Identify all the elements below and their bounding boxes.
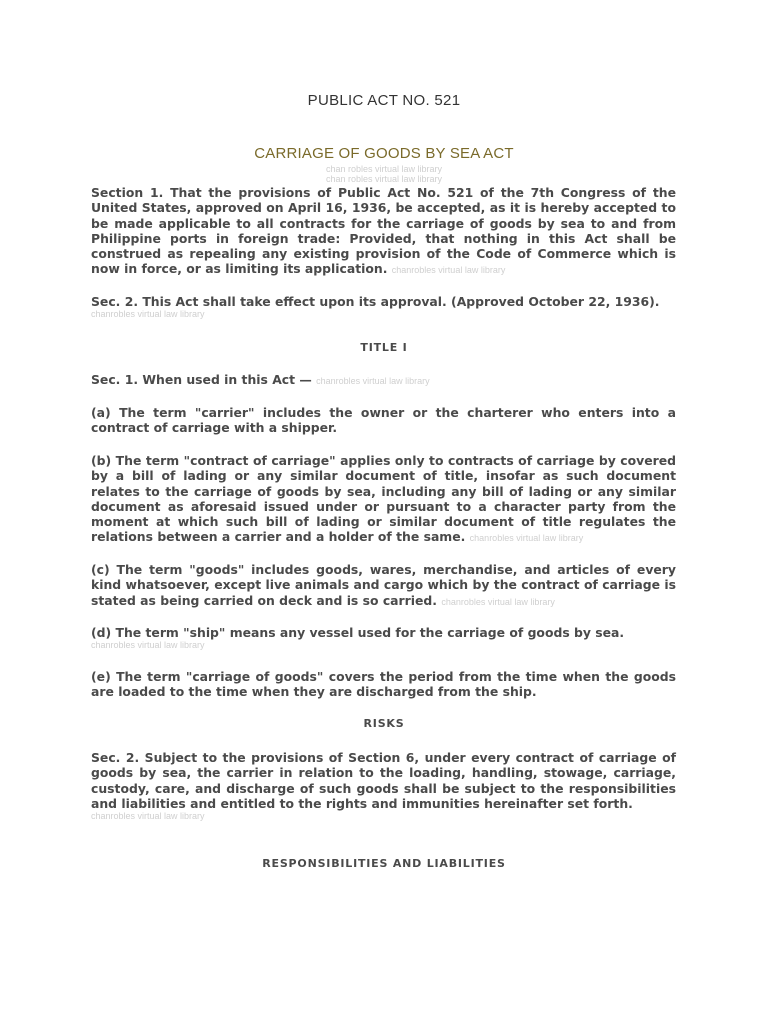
title1-sec1 (91, 372, 676, 389)
act-title: CARRIAGE OF GOODS BY SEA ACT (254, 145, 514, 162)
watermark: chan robles virtual law library (325, 174, 443, 184)
paragraph-text: (d) The term "ship" means any vessel used for the carriage of goods by sea. (91, 625, 625, 640)
watermark: chanrobles virtual law library (441, 596, 555, 607)
watermark: chanrobles virtual law library (91, 811, 205, 822)
definition-e (91, 669, 676, 700)
heading-title-i: TITLE I (360, 341, 408, 354)
definition-b (91, 453, 676, 547)
paragraph-text: (c) The term "goods" includes goods, wares, merchandise, and articles of every kind whatsoever, except live animals and cargo which by the contract of carriage is stated as being carried on deck and is so carried. (91, 562, 676, 608)
section-1-preamble (91, 185, 676, 279)
paragraph-text: Sec. 2. Subject to the provisions of Section 6, under every contract of carriage of goods by sea, the carrier in relation to the loading, handling, stowage, carriage, custody, care, and discharge of such goods shall be subject to the responsibilities and liabilities and entitled to the rights and immunities hereinafter set forth. (91, 750, 676, 811)
heading-responsibilities: RESPONSIBILITIES AND LIABILITIES (262, 857, 506, 870)
watermark: chanrobles virtual law library (391, 265, 506, 276)
risks-sec2 (91, 750, 676, 822)
watermark: chanrobles virtual law library (91, 640, 205, 651)
section-2-preamble (91, 294, 676, 320)
paragraph-text: Section 1. That the provisions of Public Act No. 521 of the 7th Congress of the United States, approved on April 16, 1936, be accepted, as it is hereby accepted to be made applicable to all contracts for the carriage of goods by sea to and from Philippine ports in foreign trade: Provided, that nothing in this Act shall be construed as repealing any existing provision of the Code of Commerce which is now in force, or as limiting its application. (91, 185, 676, 277)
definition-c (91, 562, 676, 610)
watermark: chanrobles virtual law library (91, 309, 205, 320)
watermark: chan robles virtual law library (325, 164, 443, 174)
paragraph-text: Sec. 1. When used in this Act — (91, 372, 312, 387)
definition-d (91, 625, 676, 651)
act-number: PUBLIC ACT NO. 521 (307, 92, 461, 109)
watermark: chanrobles virtual law library (469, 533, 584, 544)
definition-a (91, 405, 676, 436)
paragraph-text: (a) The term "carrier" includes the owner or the charterer who enters into a contract of carriage with a shipper. (91, 405, 676, 436)
paragraph-text: (b) The term "contract of carriage" applies only to contracts of carriage by covered by a bill of lading or any similar document of title, insofar as such document relates to the carriage of goods by sea, including any bill of lading or any similar document as aforesaid issued under or pursuant to a character party from the moment at which such bill of lading or similar document of title regulates the relations between a carrier and a holder of the same. (91, 453, 676, 545)
paragraph-text: (e) The term "carriage of goods" covers the period from the time when the goods are loaded to the time when they are discharged from the ship. (91, 669, 676, 700)
heading-risks: RISKS (363, 717, 405, 730)
watermark: chanrobles virtual law library (316, 376, 430, 386)
paragraph-text: Sec. 2. This Act shall take effect upon its approval. (Approved October 22, 1936). (91, 294, 660, 309)
